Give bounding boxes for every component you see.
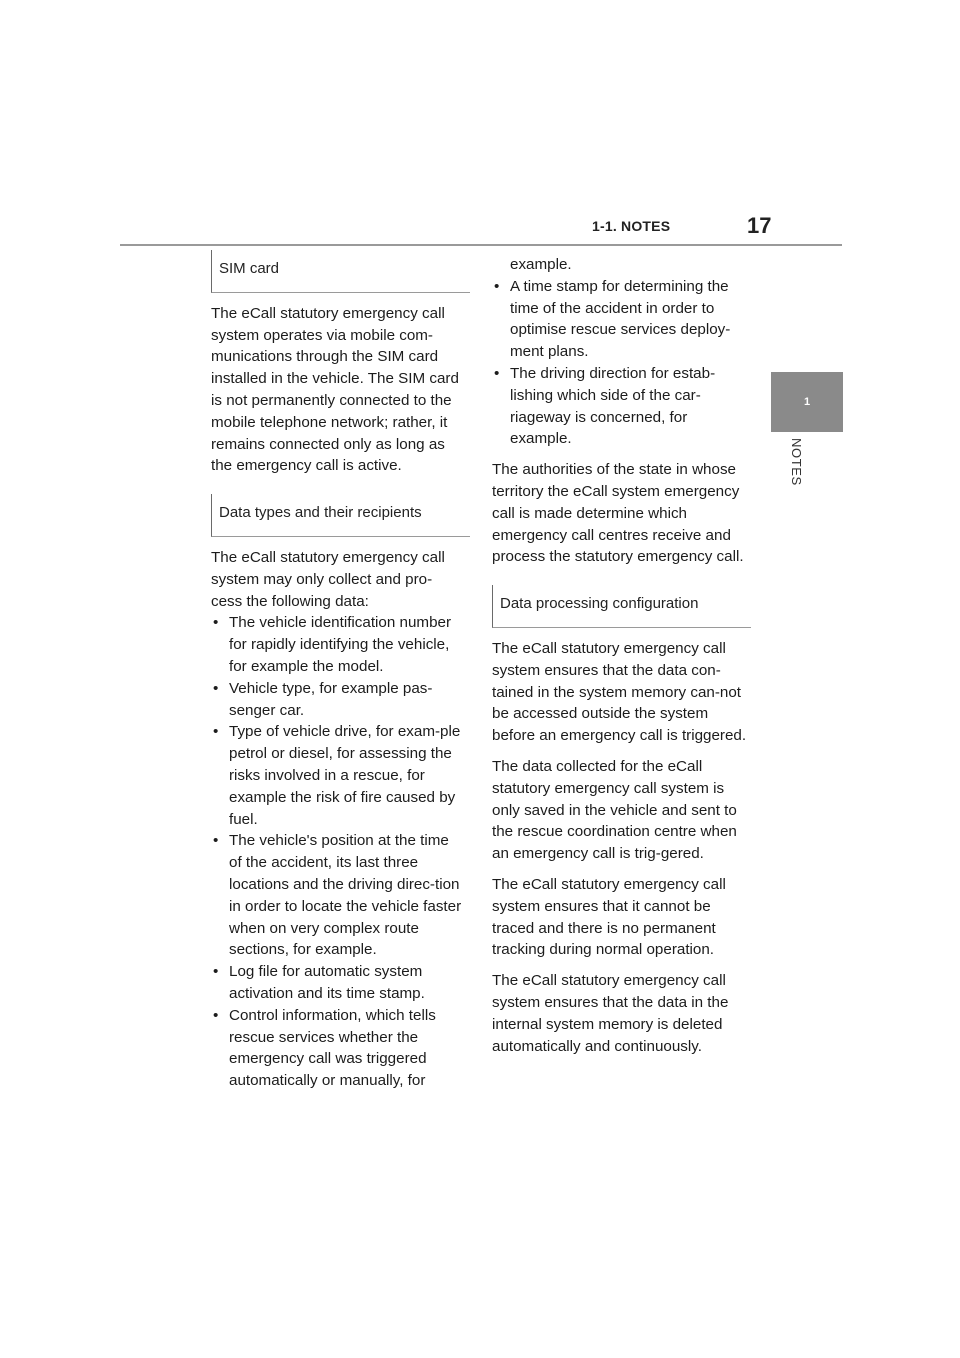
page-number: 17: [747, 213, 772, 238]
chapter-tab: [771, 372, 843, 432]
authorities-paragraph: The authorities of the state in whose territory the eCall system emergency call is made determine which emergency call centres receive and process the statutory emergency call.: [492, 461, 744, 566]
header-section-title: 1-1. NOTES: [592, 218, 671, 234]
list-item: • Vehicle type, for example pas-senger car.: [211, 678, 463, 722]
data-types-list: [211, 612, 463, 1092]
right-column: [492, 254, 748, 1057]
list-item: • The driving direction for estab-lishing which side of the car-riageway is concerned, for example.: [492, 363, 748, 450]
data-processing-heading: Data processing configuration: [492, 585, 751, 628]
list-item: • Type of vehicle drive, for exam-ple petrol or diesel, for assessing the risks involved in a rescue, for example the risk of fire caused by fuel.: [211, 721, 463, 830]
list-continuation: example.: [510, 256, 572, 273]
chapter-tab-label: NOTES: [789, 438, 804, 486]
list-item: • The vehicle identification number for rapidly identifying the vehicle, for example the model.: [211, 612, 463, 677]
config-paragraph: The eCall statutory emergency call system ensures that the data in the internal system memory is deleted automatically and continuously.: [492, 972, 729, 1055]
chapter-tab-number: 1: [803, 396, 811, 408]
list-item: • Control information, which tells rescue services whether the emergency call was triggered automatically or manually, for: [211, 1005, 463, 1092]
list-item: • The vehicle's position at the time of the accident, its last three locations and the driving direc-tion in order to locate the vehicle faster when on very complex route sections, for example.: [211, 830, 463, 961]
left-column: [211, 250, 463, 1092]
list-item: • Log file for automatic system activation and its time stamp.: [211, 961, 463, 1005]
data-types-list-continued: [492, 276, 748, 450]
config-paragraph: The eCall statutory emergency call system ensures that it cannot be traced and there is no permanent tracking during normal operation.: [492, 875, 726, 959]
sim-card-paragraph: The eCall statutory emergency call system operates via mobile com-munications through the SIM card installed in the vehicle. The SIM card is not permanently connected to the mobile telephone network; rather, it remains connected only as long as the emergency call is active.: [211, 304, 459, 475]
header-divider: [120, 244, 842, 246]
list-item: • A time stamp for determining the time of the accident in order to optimise rescue services deploy-ment plans.: [492, 276, 748, 363]
config-paragraph: The eCall statutory emergency call system ensures that the data con-tained in the system memory can-not be accessed outside the system before an emergency call is triggered.: [492, 639, 747, 745]
data-types-heading: Data types and their recipients: [211, 494, 470, 537]
sim-card-heading: SIM card: [211, 250, 470, 293]
config-paragraph: The data collected for the eCall statutory emergency call system is only saved in the vehicle and sent to the rescue coordination centre when an emergency call is trig-gered.: [492, 757, 737, 863]
data-types-intro: The eCall statutory emergency call system may only collect and pro-cess the following data:: [211, 548, 445, 610]
